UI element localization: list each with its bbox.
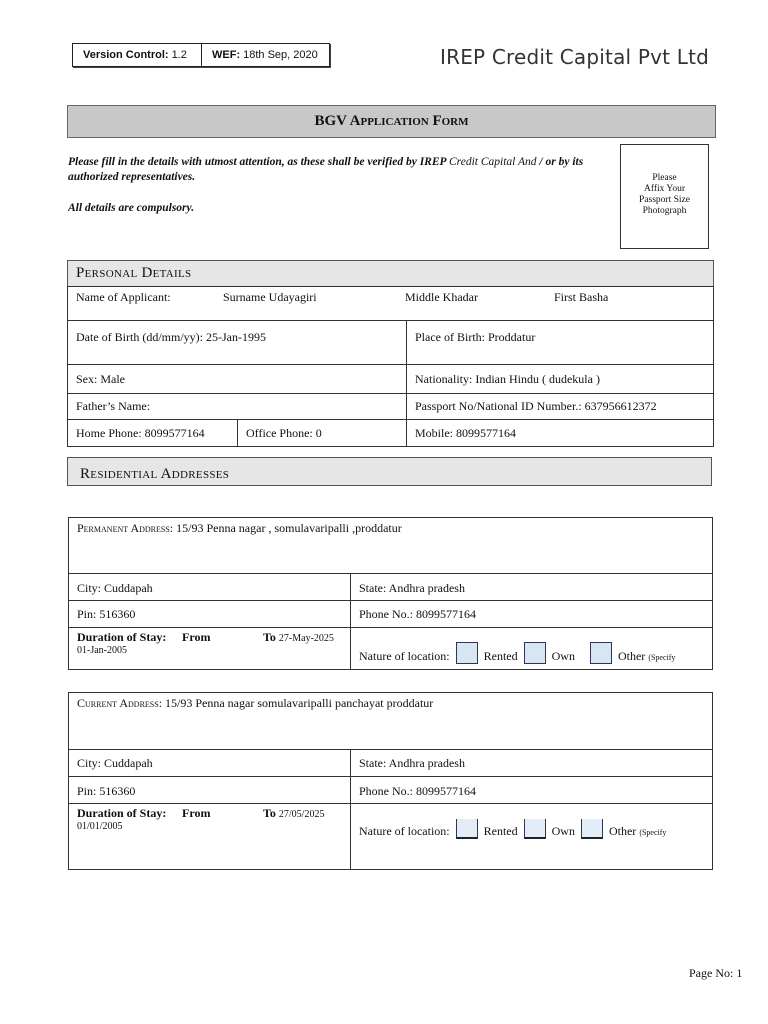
residential-heading: Residential Addresses: [67, 457, 712, 486]
name-row: [67, 286, 714, 321]
photo-text-line: Please: [652, 173, 677, 183]
current-specify-label: (Specify: [639, 828, 667, 837]
name-label: Name of Applicant:: [76, 290, 171, 304]
permanent-address-value: : 15/93 Penna nagar , somulavaripalli ,proddatur: [169, 521, 402, 535]
version-value: 1.2: [171, 49, 187, 61]
permanent-own-label: Own: [551, 649, 575, 663]
current-address-value: : 15/93 Penna nagar somulavaripalli panchayat proddatur: [158, 696, 434, 710]
current-address-field[interactable]: [68, 692, 713, 750]
version-label: Version Control:: [83, 49, 169, 61]
permanent-state-field[interactable]: State: Andhra pradesh: [350, 573, 713, 601]
current-duration-label: Duration of Stay:: [77, 806, 167, 820]
wef-cell: [202, 44, 318, 66]
permanent-duration-label: Duration of Stay:: [77, 630, 167, 644]
compulsory-note: All details are compulsory.: [68, 202, 195, 214]
permanent-phone-field[interactable]: Phone No.: 8099577164: [350, 600, 713, 628]
permanent-to-value: 27-May-2025: [278, 633, 334, 644]
permanent-city-field[interactable]: City: Cuddapah: [68, 573, 351, 601]
photo-text-line: Affix Your: [643, 184, 685, 194]
current-pin-field[interactable]: Pin: 516360: [68, 776, 351, 804]
current-own-label: Own: [551, 824, 575, 838]
permanent-checkbox-own[interactable]: [590, 642, 612, 664]
personal-details-heading: Personal Details: [67, 260, 714, 287]
current-duration-field[interactable]: [68, 803, 351, 870]
mobile-field[interactable]: Mobile: 8099577164: [406, 419, 714, 447]
instructions-text-c: / or by its authorized representatives.: [68, 156, 584, 183]
home-phone-field[interactable]: Home Phone: 8099577164: [67, 419, 238, 447]
current-nature-label: Nature of location:: [359, 824, 450, 838]
page-number: Page No: 1: [689, 966, 743, 980]
permanent-nature-field: [350, 627, 713, 670]
permanent-pin-field[interactable]: Pin: 516360: [68, 600, 351, 628]
permanent-address-label: Permanent Address: [77, 521, 170, 535]
photo-box[interactable]: [620, 144, 709, 249]
current-from-label: From: [182, 806, 211, 820]
current-state-field[interactable]: State: Andhra pradesh: [350, 749, 713, 777]
current-phone-field[interactable]: Phone No.: 8099577164: [350, 776, 713, 804]
permanent-rented-label: Rented: [483, 649, 518, 663]
instructions: [68, 155, 620, 185]
current-to-value: 27/05/2025: [278, 809, 325, 820]
passport-field[interactable]: Passport No/National ID Number.: 637956612372: [406, 393, 714, 420]
current-to-label: To: [263, 806, 276, 820]
wef-label: WEF:: [212, 49, 241, 61]
current-checkbox-nature[interactable]: [456, 819, 478, 839]
permanent-checkbox-nature[interactable]: [456, 642, 478, 664]
office-phone-field[interactable]: Office Phone: 0: [237, 419, 407, 447]
permanent-from-value: 01-Jan-2005: [77, 645, 127, 656]
current-checkbox-own[interactable]: [581, 819, 603, 839]
wef-value: 18th Sep, 2020: [243, 49, 318, 61]
permanent-from-label: From: [182, 630, 211, 644]
photo-text-line: Passport Size: [639, 195, 690, 205]
version-control-box: [72, 43, 330, 67]
instructions-text-a: Please fill in the details with utmost attention, as these shall be verified by IREP: [68, 156, 447, 168]
form-title: BGV Application Form: [67, 105, 716, 138]
permanent-duration-field[interactable]: [68, 627, 351, 670]
permanent-checkbox-rented[interactable]: [524, 642, 546, 664]
photo-text-line: Photograph: [642, 206, 687, 216]
father-name-field[interactable]: Father’s Name:: [67, 393, 407, 420]
permanent-address-field[interactable]: [68, 517, 713, 574]
version-control-cell: [73, 44, 202, 66]
permanent-specify-label: (Specify: [648, 653, 676, 662]
current-city-field[interactable]: City: Cuddapah: [68, 749, 351, 777]
current-checkbox-rented[interactable]: [524, 819, 546, 839]
current-rented-label: Rented: [483, 824, 518, 838]
instructions-text-b: Credit Capital And: [449, 156, 537, 168]
current-from-value: 01/01/2005: [77, 821, 123, 832]
company-name: IREP Credit Capital Pvt Ltd: [440, 45, 710, 69]
current-other-label: Other: [608, 824, 637, 838]
middle-name-field[interactable]: Middle Khadar: [405, 290, 478, 304]
dob-field[interactable]: Date of Birth (dd/mm/yy): 25-Jan-1995: [67, 320, 407, 365]
current-nature-field: [350, 803, 713, 870]
permanent-to-label: To: [263, 630, 276, 644]
current-address-label: Current Address: [77, 696, 159, 710]
permanent-nature-label: Nature of location:: [359, 649, 450, 663]
first-name-field[interactable]: First Basha: [554, 290, 609, 304]
pob-field[interactable]: Place of Birth: Proddatur: [406, 320, 714, 365]
permanent-other-label: Other: [617, 649, 646, 663]
nationality-field[interactable]: Nationality: Indian Hindu ( dudekula ): [406, 364, 714, 394]
sex-field[interactable]: Sex: Male: [67, 364, 407, 394]
surname-field[interactable]: Surname Udayagiri: [223, 290, 317, 304]
